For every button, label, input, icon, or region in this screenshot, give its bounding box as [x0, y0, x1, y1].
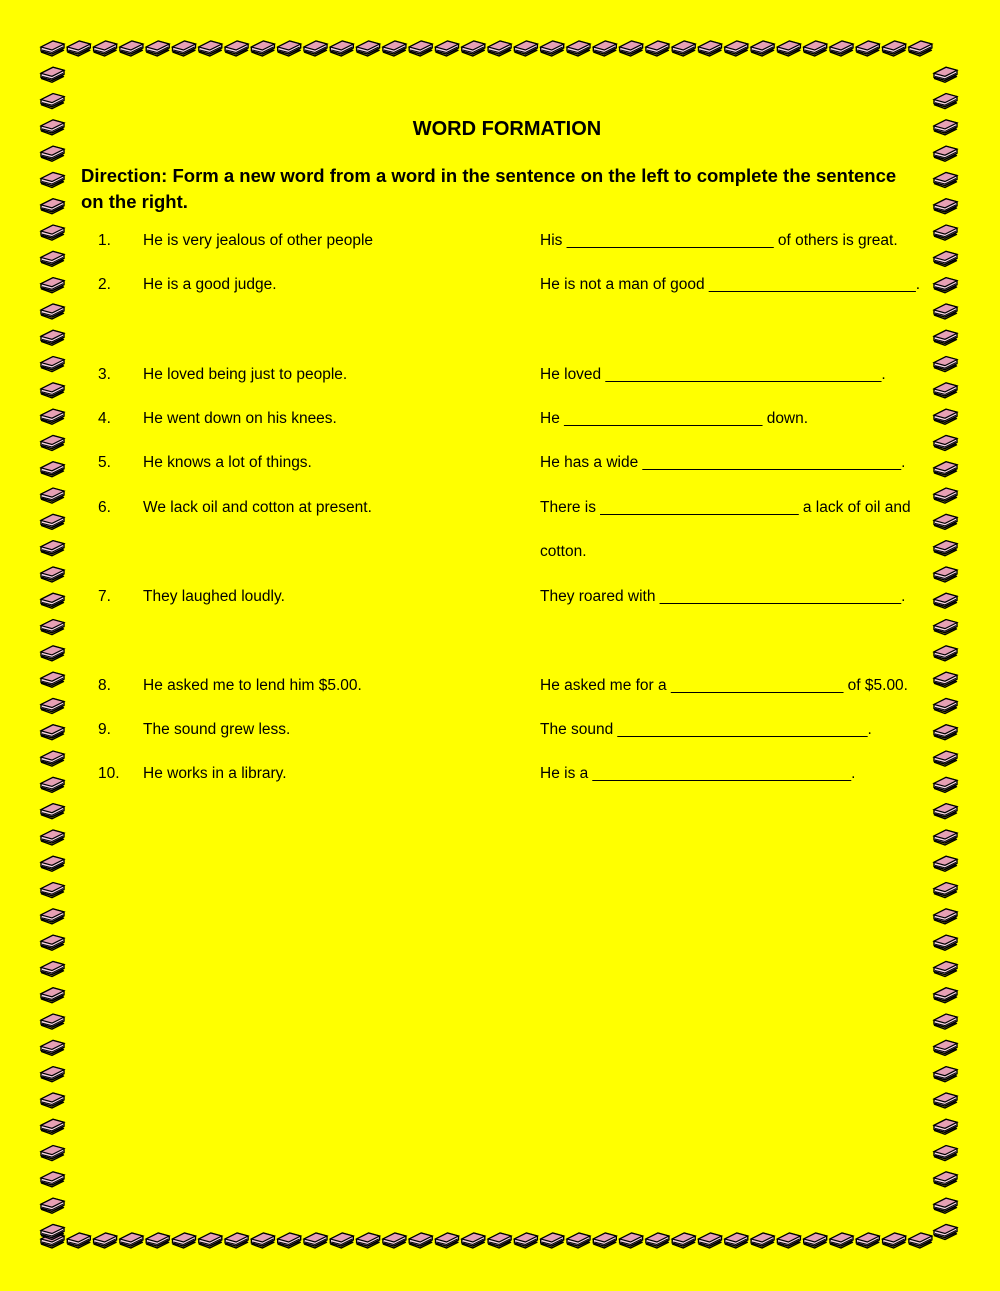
book-icon	[41, 988, 64, 1003]
book-icon	[41, 173, 64, 188]
book-icon	[409, 41, 432, 56]
book-icon	[567, 1233, 590, 1248]
book-icon	[934, 304, 957, 319]
book-icon	[646, 1233, 669, 1248]
book-icon	[934, 462, 957, 477]
question-number: 7.	[98, 588, 111, 605]
book-icon	[934, 935, 957, 950]
book-icon	[462, 41, 485, 56]
book-icon	[593, 41, 616, 56]
book-icon	[41, 777, 64, 792]
book-icon	[934, 1040, 957, 1055]
question-right-sentence: He asked me for a ____________________ of $5.00.	[540, 677, 908, 694]
book-icon	[514, 41, 537, 56]
book-icon	[725, 41, 748, 56]
book-icon	[934, 225, 957, 240]
book-icon	[41, 1093, 64, 1108]
book-icon	[199, 41, 222, 56]
book-icon	[620, 1233, 643, 1248]
book-icon	[830, 1233, 853, 1248]
question-left-sentence: He went down on his knees.	[143, 410, 337, 427]
book-icon	[856, 41, 879, 56]
book-icon	[934, 699, 957, 714]
book-icon	[41, 541, 64, 556]
book-icon	[146, 41, 169, 56]
book-icon	[330, 41, 353, 56]
question-left-sentence: He is very jealous of other people	[143, 232, 374, 249]
question-right-sentence-continuation: cotton.	[540, 543, 587, 560]
book-icon	[41, 225, 64, 240]
book-icon	[41, 278, 64, 293]
book-icon	[41, 199, 64, 214]
book-icon	[41, 962, 64, 977]
book-icon	[41, 409, 64, 424]
book-icon	[41, 1014, 64, 1029]
question-number: 10.	[98, 765, 120, 782]
book-icon	[330, 1233, 353, 1248]
book-icon	[225, 1233, 248, 1248]
book-icon	[67, 1233, 90, 1248]
book-icon	[94, 41, 117, 56]
book-icon	[934, 357, 957, 372]
question-right-sentence: His ________________________ of others is great.	[540, 232, 898, 249]
book-icon	[777, 41, 800, 56]
book-icon	[751, 1233, 774, 1248]
question-number: 1.	[98, 232, 111, 249]
book-icon	[278, 1233, 301, 1248]
book-icon	[672, 41, 695, 56]
book-icon	[41, 935, 64, 950]
book-icon	[225, 41, 248, 56]
book-icon	[41, 699, 64, 714]
book-icon	[41, 1067, 64, 1082]
book-icon	[934, 646, 957, 661]
book-icon	[436, 1233, 459, 1248]
question-left-sentence: The sound grew less.	[143, 721, 291, 738]
book-icon	[934, 409, 957, 424]
book-icon	[804, 1233, 827, 1248]
book-icon	[67, 41, 90, 56]
book-icon	[934, 94, 957, 109]
book-icon	[934, 173, 957, 188]
book-icon	[383, 41, 406, 56]
book-icon	[41, 436, 64, 451]
book-icon	[883, 1233, 906, 1248]
book-icon	[278, 41, 301, 56]
book-icon	[699, 1233, 722, 1248]
book-icon	[856, 1233, 879, 1248]
book-icon	[934, 777, 957, 792]
book-icon	[934, 1146, 957, 1161]
book-icon	[934, 1093, 957, 1108]
book-icon	[934, 751, 957, 766]
book-icon	[934, 330, 957, 345]
book-icon	[672, 1233, 695, 1248]
book-icon	[41, 1198, 64, 1213]
book-icon	[41, 94, 64, 109]
book-icon	[567, 41, 590, 56]
question-left-sentence: He loved being just to people.	[143, 366, 348, 383]
book-icon	[934, 67, 957, 82]
question-right-sentence: The sound _____________________________.	[540, 721, 872, 738]
question-right-sentence: He is not a man of good ________________________.	[540, 276, 921, 293]
question-right-sentence: He is a ______________________________.	[540, 765, 856, 782]
book-icon	[41, 1172, 64, 1187]
book-icon	[934, 436, 957, 451]
book-icon	[934, 672, 957, 687]
book-icon	[909, 41, 932, 56]
book-icon	[41, 514, 64, 529]
book-icon	[409, 1233, 432, 1248]
book-icon	[934, 593, 957, 608]
book-icon	[830, 41, 853, 56]
book-icon	[173, 41, 196, 56]
question-right-sentence: They roared with ____________________________.	[540, 588, 906, 605]
book-icon	[304, 41, 327, 56]
book-icon	[41, 620, 64, 635]
book-icon	[41, 462, 64, 477]
question-left-sentence: He asked me to lend him $5.00.	[143, 677, 362, 694]
book-icon	[41, 41, 64, 56]
book-icon	[41, 1040, 64, 1055]
book-icon	[357, 1233, 380, 1248]
book-icon	[934, 383, 957, 398]
book-icon	[41, 830, 64, 845]
question-number: 6.	[98, 499, 111, 516]
question-right-sentence: He _______________________ down.	[540, 410, 809, 427]
book-icon	[41, 909, 64, 924]
book-icon	[41, 330, 64, 345]
book-icon	[934, 830, 957, 845]
book-icon	[41, 304, 64, 319]
book-icon	[934, 278, 957, 293]
book-icon	[41, 488, 64, 503]
book-icon	[304, 1233, 327, 1248]
book-icon	[41, 804, 64, 819]
book-icon	[462, 1233, 485, 1248]
book-icon	[41, 856, 64, 871]
book-icon	[934, 883, 957, 898]
book-icon	[541, 1233, 564, 1248]
book-icon	[934, 146, 957, 161]
question-left-sentence: They laughed loudly.	[143, 588, 285, 605]
question-right-sentence: He loved ________________________________.	[540, 366, 886, 383]
book-icon	[41, 567, 64, 582]
question-number: 3.	[98, 366, 111, 383]
book-icon	[804, 41, 827, 56]
book-icon	[593, 1233, 616, 1248]
question-left-sentence: He is a good judge.	[143, 276, 277, 293]
question-number: 5.	[98, 454, 111, 471]
book-icon	[41, 1119, 64, 1134]
book-icon	[383, 1233, 406, 1248]
direction-text: Direction: Form a new word from a word in the sentence on the left to complete the sentence on the right.	[81, 165, 897, 212]
question-number: 8.	[98, 677, 111, 694]
book-icon	[934, 251, 957, 266]
book-icon	[251, 41, 274, 56]
book-icon	[41, 725, 64, 740]
question-left-sentence: He works in a library.	[143, 765, 287, 782]
book-icon	[934, 541, 957, 556]
question-number: 4.	[98, 410, 111, 427]
book-icon	[777, 1233, 800, 1248]
book-icon	[934, 909, 957, 924]
book-icon	[934, 962, 957, 977]
book-icon	[620, 41, 643, 56]
book-icon	[94, 1233, 117, 1248]
book-icon	[514, 1233, 537, 1248]
book-icon	[41, 251, 64, 266]
book-icon	[909, 1233, 932, 1248]
book-icon	[646, 41, 669, 56]
question-number: 2.	[98, 276, 111, 293]
book-icon	[751, 41, 774, 56]
question-left-sentence: He knows a lot of things.	[143, 454, 312, 471]
book-icon	[41, 883, 64, 898]
book-icon	[934, 856, 957, 871]
book-icon	[146, 1233, 169, 1248]
book-icon	[934, 620, 957, 635]
question-right-sentence: He has a wide ______________________________.	[540, 454, 906, 471]
book-icon	[251, 1233, 274, 1248]
book-icon	[41, 383, 64, 398]
question-right-sentence: There is _______________________ a lack of oil and	[540, 499, 911, 516]
book-icon	[934, 1119, 957, 1134]
book-icon	[488, 1233, 511, 1248]
book-icon	[934, 199, 957, 214]
book-icon	[541, 41, 564, 56]
book-icon	[883, 41, 906, 56]
book-icon	[41, 646, 64, 661]
book-icon	[934, 1198, 957, 1213]
book-icon	[934, 488, 957, 503]
book-icon	[934, 514, 957, 529]
book-icon	[934, 1067, 957, 1082]
book-icon	[934, 1014, 957, 1029]
book-icon	[488, 41, 511, 56]
book-icon	[41, 672, 64, 687]
book-icon	[120, 1233, 143, 1248]
book-icon	[934, 1225, 957, 1240]
book-icon	[41, 357, 64, 372]
question-left-sentence: We lack oil and cotton at present.	[143, 499, 372, 516]
book-icon	[41, 1146, 64, 1161]
book-icon	[41, 751, 64, 766]
book-icon	[199, 1233, 222, 1248]
worksheet-title: WORD FORMATION	[412, 118, 602, 140]
book-icon	[120, 41, 143, 56]
book-icon	[436, 41, 459, 56]
book-icon	[41, 146, 64, 161]
book-icon	[699, 41, 722, 56]
book-icon	[934, 804, 957, 819]
book-icon	[357, 41, 380, 56]
book-icon	[934, 988, 957, 1003]
question-number: 9.	[98, 721, 111, 738]
book-icon	[41, 593, 64, 608]
book-icon	[41, 67, 64, 82]
book-icon	[725, 1233, 748, 1248]
book-icon	[173, 1233, 196, 1248]
book-icon	[934, 1172, 957, 1187]
book-icon	[934, 567, 957, 582]
book-icon	[934, 725, 957, 740]
